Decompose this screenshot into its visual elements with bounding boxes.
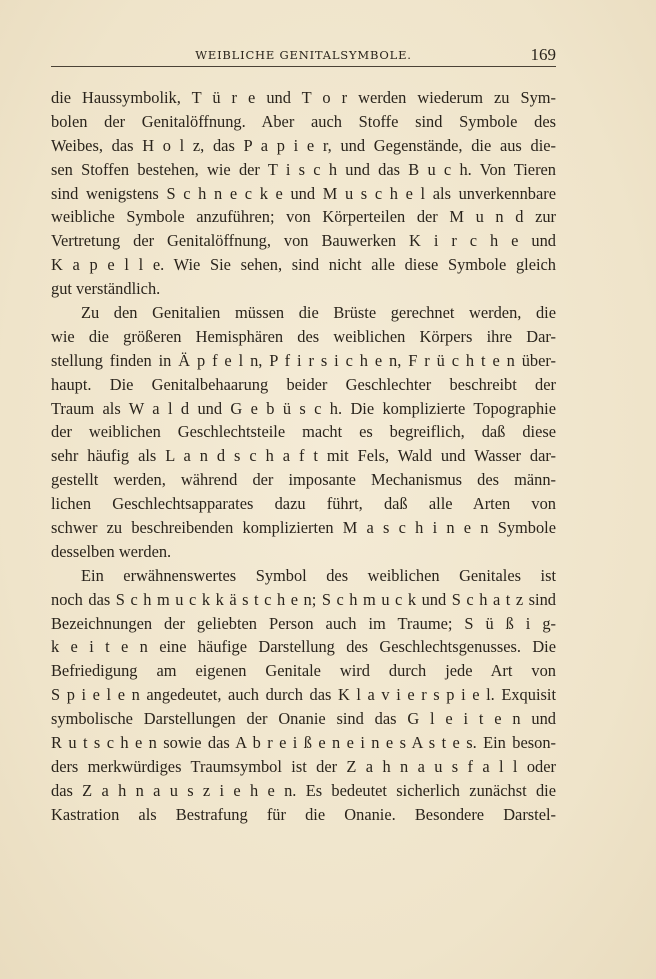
- text-line: haupt. Die Genitalbehaarung beider Geschlechter beschreibt der: [51, 374, 556, 394]
- text-line: das Z a h n a u s z i e h e n. Es bedeutet sicherlich zunächst die: [51, 780, 556, 800]
- text-line: R u t s c h e n sowie das A b r e i ß e n e i n e s A s t e s. Ein beson-: [51, 733, 556, 753]
- text-line: bolen der Genitalöffnung. Aber auch Stoffe sind Symbole des: [51, 111, 556, 131]
- text-line: symbolische Darstellungen der Onanie sind das G l e i t e n und: [51, 709, 556, 729]
- running-head: [51, 44, 556, 67]
- text-line: stellung finden in Ä p f e l n, P f i r s i c h e n, F r ü c h t e n über-: [51, 350, 556, 370]
- text-line: weibliche Symbole anzuführen; von Körperteilen der M u n d zur: [51, 207, 556, 227]
- text-line: Kastration als Bestrafung für die Onanie. Besondere Darstel-: [51, 804, 556, 824]
- text-line: gut verständlich.: [51, 279, 161, 299]
- running-head-title: WEIBLICHE GENITALSYMBOLE.: [195, 48, 412, 62]
- text-line: gestellt werden, während der imposante Mechanismus des männ-: [51, 470, 556, 490]
- text-line: desselben werden.: [51, 541, 172, 561]
- page-number: 169: [530, 45, 556, 64]
- paragraph-first-line: Zu den Genitalien müssen die Brüste gerechnet werden, die: [81, 303, 556, 323]
- text-line: K a p e l l e. Wie Sie sehen, sind nicht alle diese Symbole gleich: [51, 255, 556, 275]
- text-line: Befriedigung am eigenen Genitale wird durch jede Art von: [51, 661, 556, 681]
- text-line: Traum als W a l d und G e b ü s c h. Die komplizierte Topographie: [51, 398, 556, 418]
- text-line: Bezeichnungen der geliebten Person auch im Traume; S ü ß i g-: [51, 613, 556, 633]
- text-line: ders merkwürdiges Traumsymbol ist der Z a h n a u s f a l l oder: [51, 756, 556, 776]
- text-line: Vertretung der Genitalöffnung, von Bauwerken K i r c h e und: [51, 231, 556, 251]
- text-line: sen Stoffen bestehen, wie der T i s c h und das B u c h. Von Tieren: [51, 159, 556, 179]
- text-line: k e i t e n eine häufige Darstellung des Geschlechtsgenusses. Die: [51, 637, 556, 657]
- text-line: noch das S c h m u c k k ä s t c h e n; S c h m u c k und S c h a t z sind: [51, 589, 556, 609]
- paragraph-first-line: Ein erwähnenswertes Symbol des weiblichen Genitales ist: [81, 565, 556, 585]
- text-line: S p i e l e n angedeutet, auch durch das K l a v i e r s p i e l. Exquisit: [51, 685, 556, 705]
- body-text: [51, 86, 556, 827]
- text-line: schwer zu beschreibenden komplizierten M a s c h i n e n Symbole: [51, 518, 556, 538]
- text-line: sind wenigstens S c h n e c k e und M u s c h e l als unverkennbare: [51, 183, 556, 203]
- text-line: lichen Geschlechtsapparates dazu führt, daß alle Arten von: [51, 494, 556, 514]
- text-line: der weiblichen Geschlechtsteile macht es begreiflich, daß diese: [51, 422, 556, 442]
- text-line: die Haussymbolik, T ü r e und T o r werden wiederum zu Sym-: [51, 88, 556, 107]
- text-line: wie die größeren Hemisphären des weiblichen Körpers ihre Dar-: [51, 326, 556, 346]
- text-line: Weibes, das H o l z, das P a p i e r, und Gegenstände, die aus die-: [51, 135, 556, 155]
- text-line: sehr häufig als L a n d s c h a f t mit Fels, Wald und Wasser dar-: [51, 446, 556, 466]
